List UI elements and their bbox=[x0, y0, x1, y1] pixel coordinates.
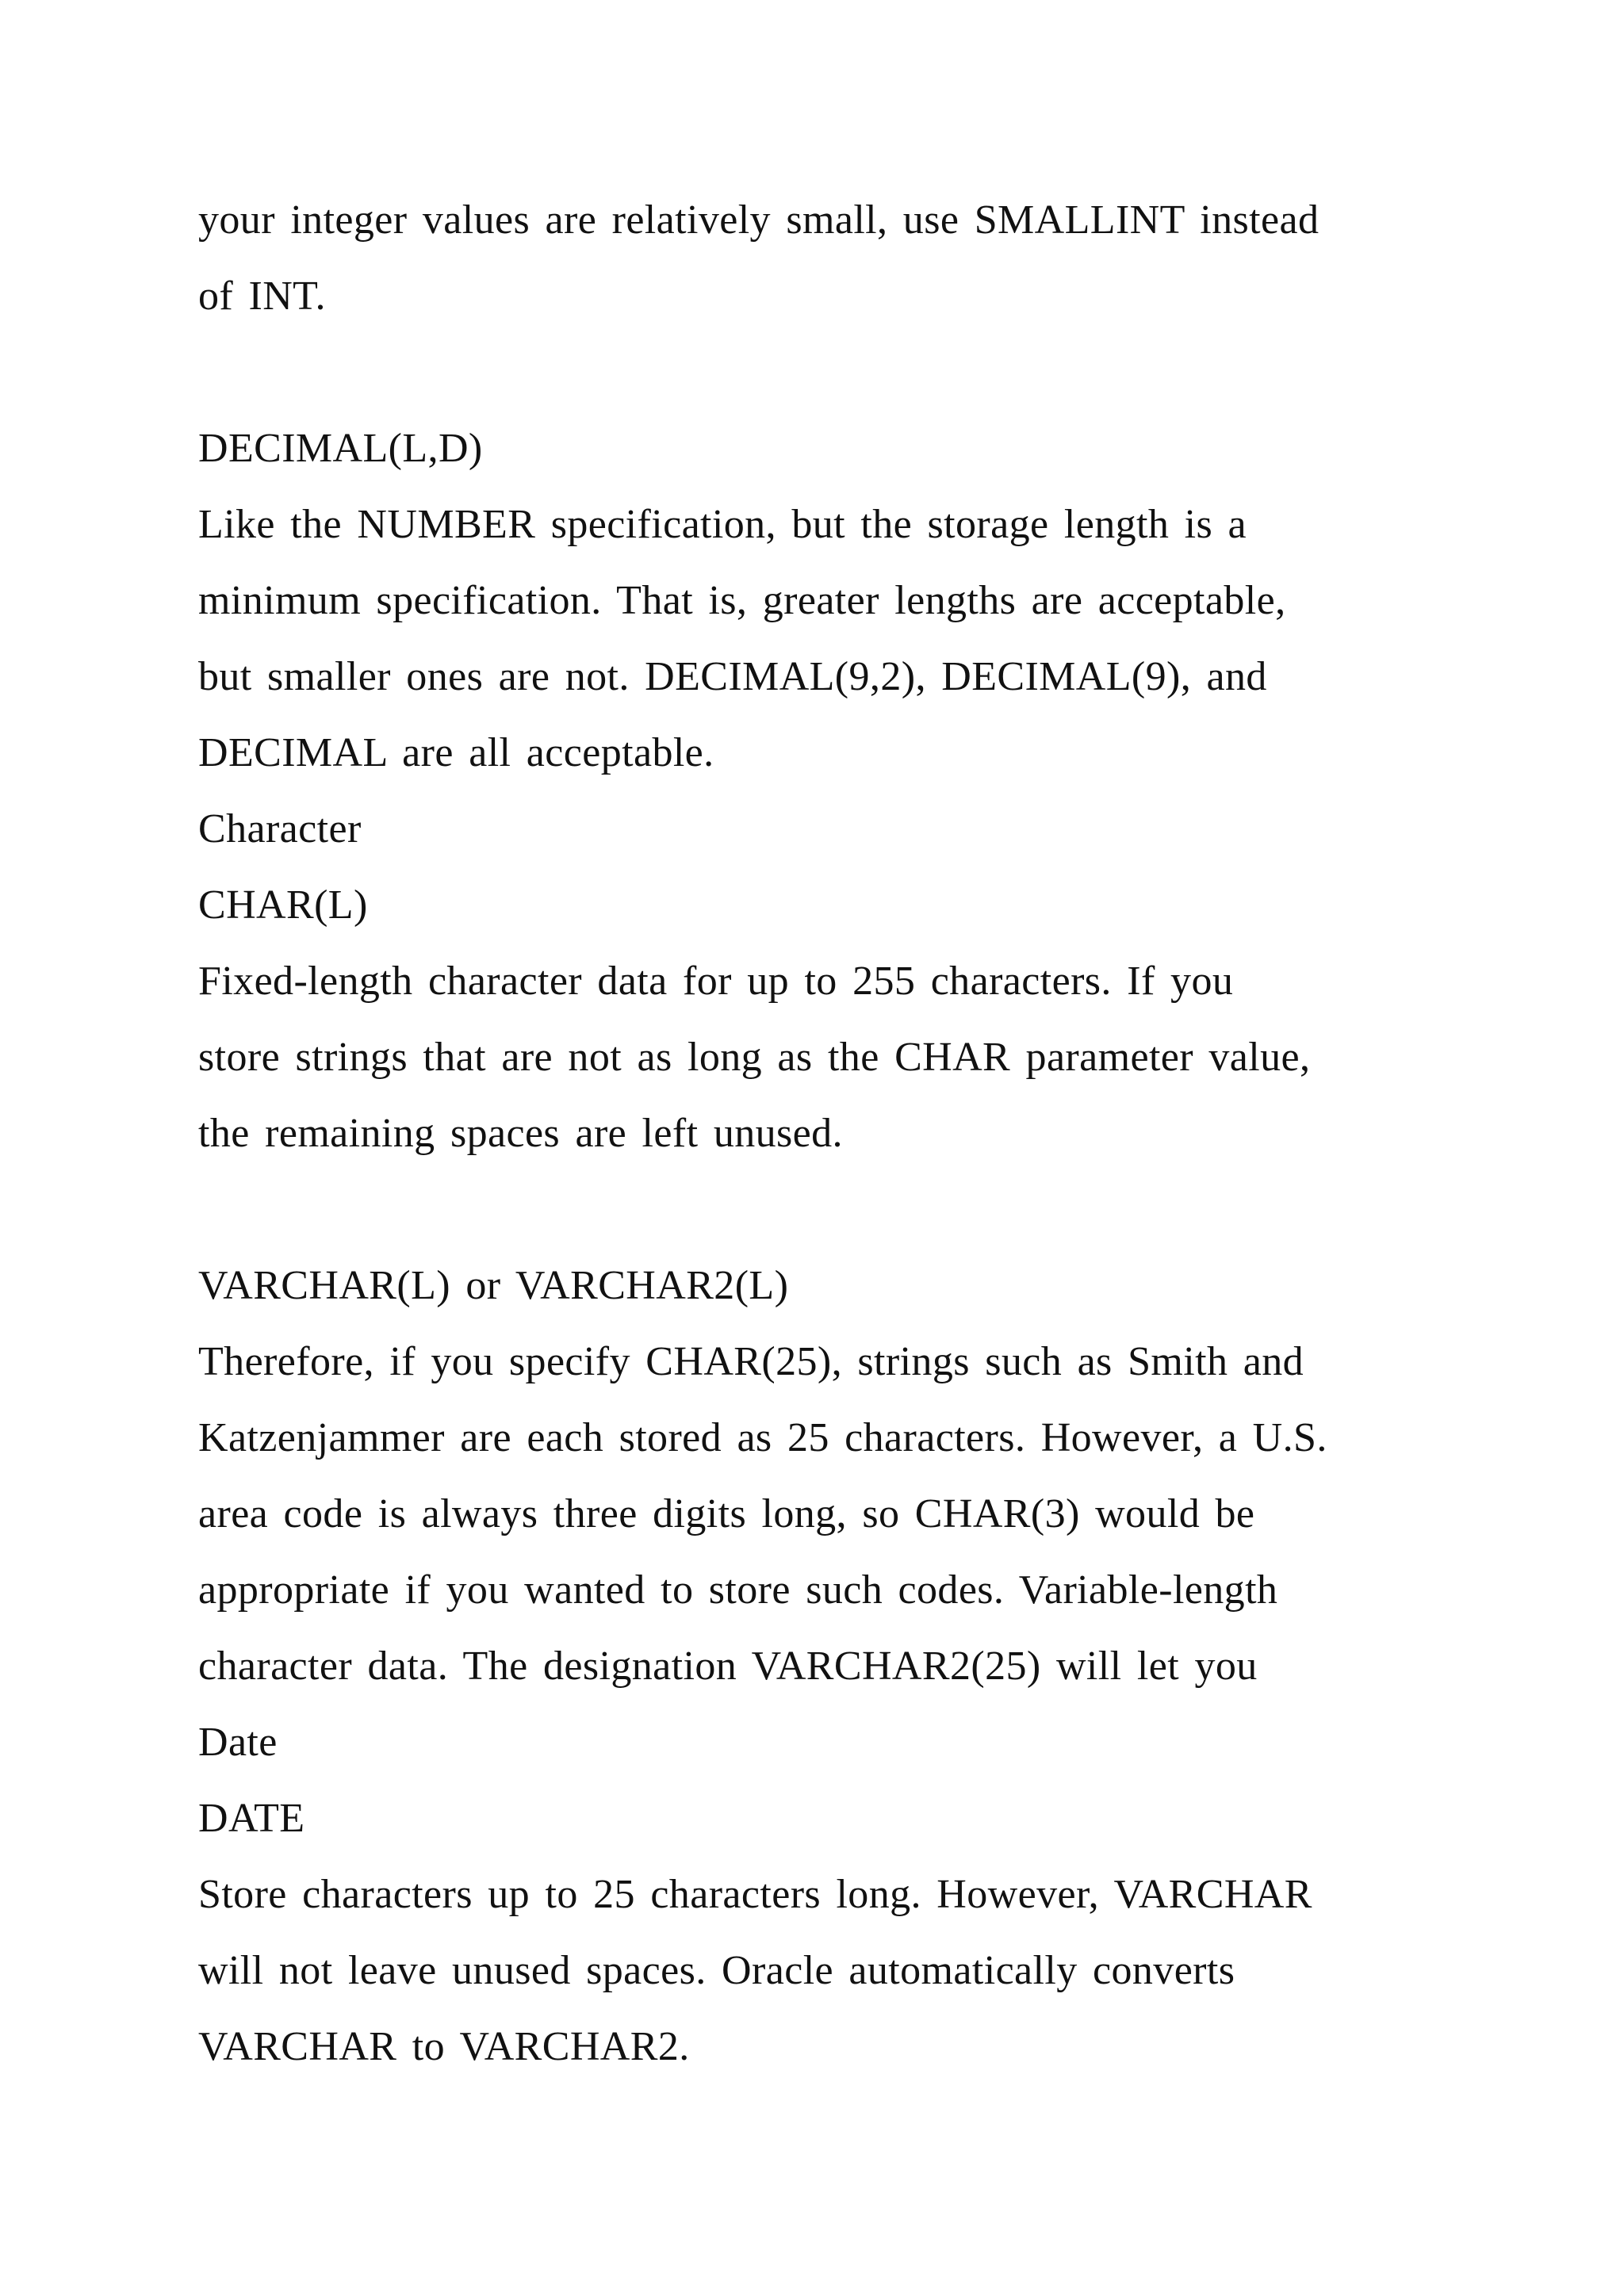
category-heading: Character bbox=[198, 806, 362, 851]
text-line: Store characters up to 25 characters long. However, VARCHAR bbox=[198, 1872, 1312, 1917]
text-line: the remaining spaces are left unused. bbox=[198, 1111, 843, 1156]
text-line: Therefore, if you specify CHAR(25), strings such as Smith and bbox=[198, 1339, 1304, 1384]
section-heading: CHAR(L) bbox=[198, 882, 368, 928]
text-line: store strings that are not as long as the CHAR parameter value, bbox=[198, 1035, 1311, 1080]
text-line: Like the NUMBER specification, but the storage length is a bbox=[198, 502, 1247, 547]
section-heading: DECIMAL(L,D) bbox=[198, 426, 483, 471]
section-heading: VARCHAR(L) or VARCHAR2(L) bbox=[198, 1263, 789, 1308]
text-line: your integer values are relatively small, use SMALLINT instead bbox=[198, 197, 1320, 243]
text-line: appropriate if you wanted to store such codes. Variable-length bbox=[198, 1567, 1278, 1613]
section-heading: DATE bbox=[198, 1796, 305, 1841]
text-line: Katzenjammer are each stored as 25 characters. However, a U.S. bbox=[198, 1415, 1327, 1460]
text-line: DECIMAL are all acceptable. bbox=[198, 730, 714, 775]
text-line: of INT. bbox=[198, 274, 326, 319]
text-line: area code is always three digits long, so CHAR(3) would be bbox=[198, 1491, 1255, 1536]
text-line: Fixed-length character data for up to 255 characters. If you bbox=[198, 959, 1234, 1004]
category-heading: Date bbox=[198, 1720, 278, 1765]
text-line: VARCHAR to VARCHAR2. bbox=[198, 2024, 690, 2069]
text-line: minimum specification. That is, greater lengths are acceptable, bbox=[198, 578, 1286, 623]
text-line: but smaller ones are not. DECIMAL(9,2), DECIMAL(9), and bbox=[198, 654, 1267, 699]
text-line: will not leave unused spaces. Oracle automatically converts bbox=[198, 1948, 1235, 1993]
text-line: character data. The designation VARCHAR2(25) will let you bbox=[198, 1644, 1258, 1689]
